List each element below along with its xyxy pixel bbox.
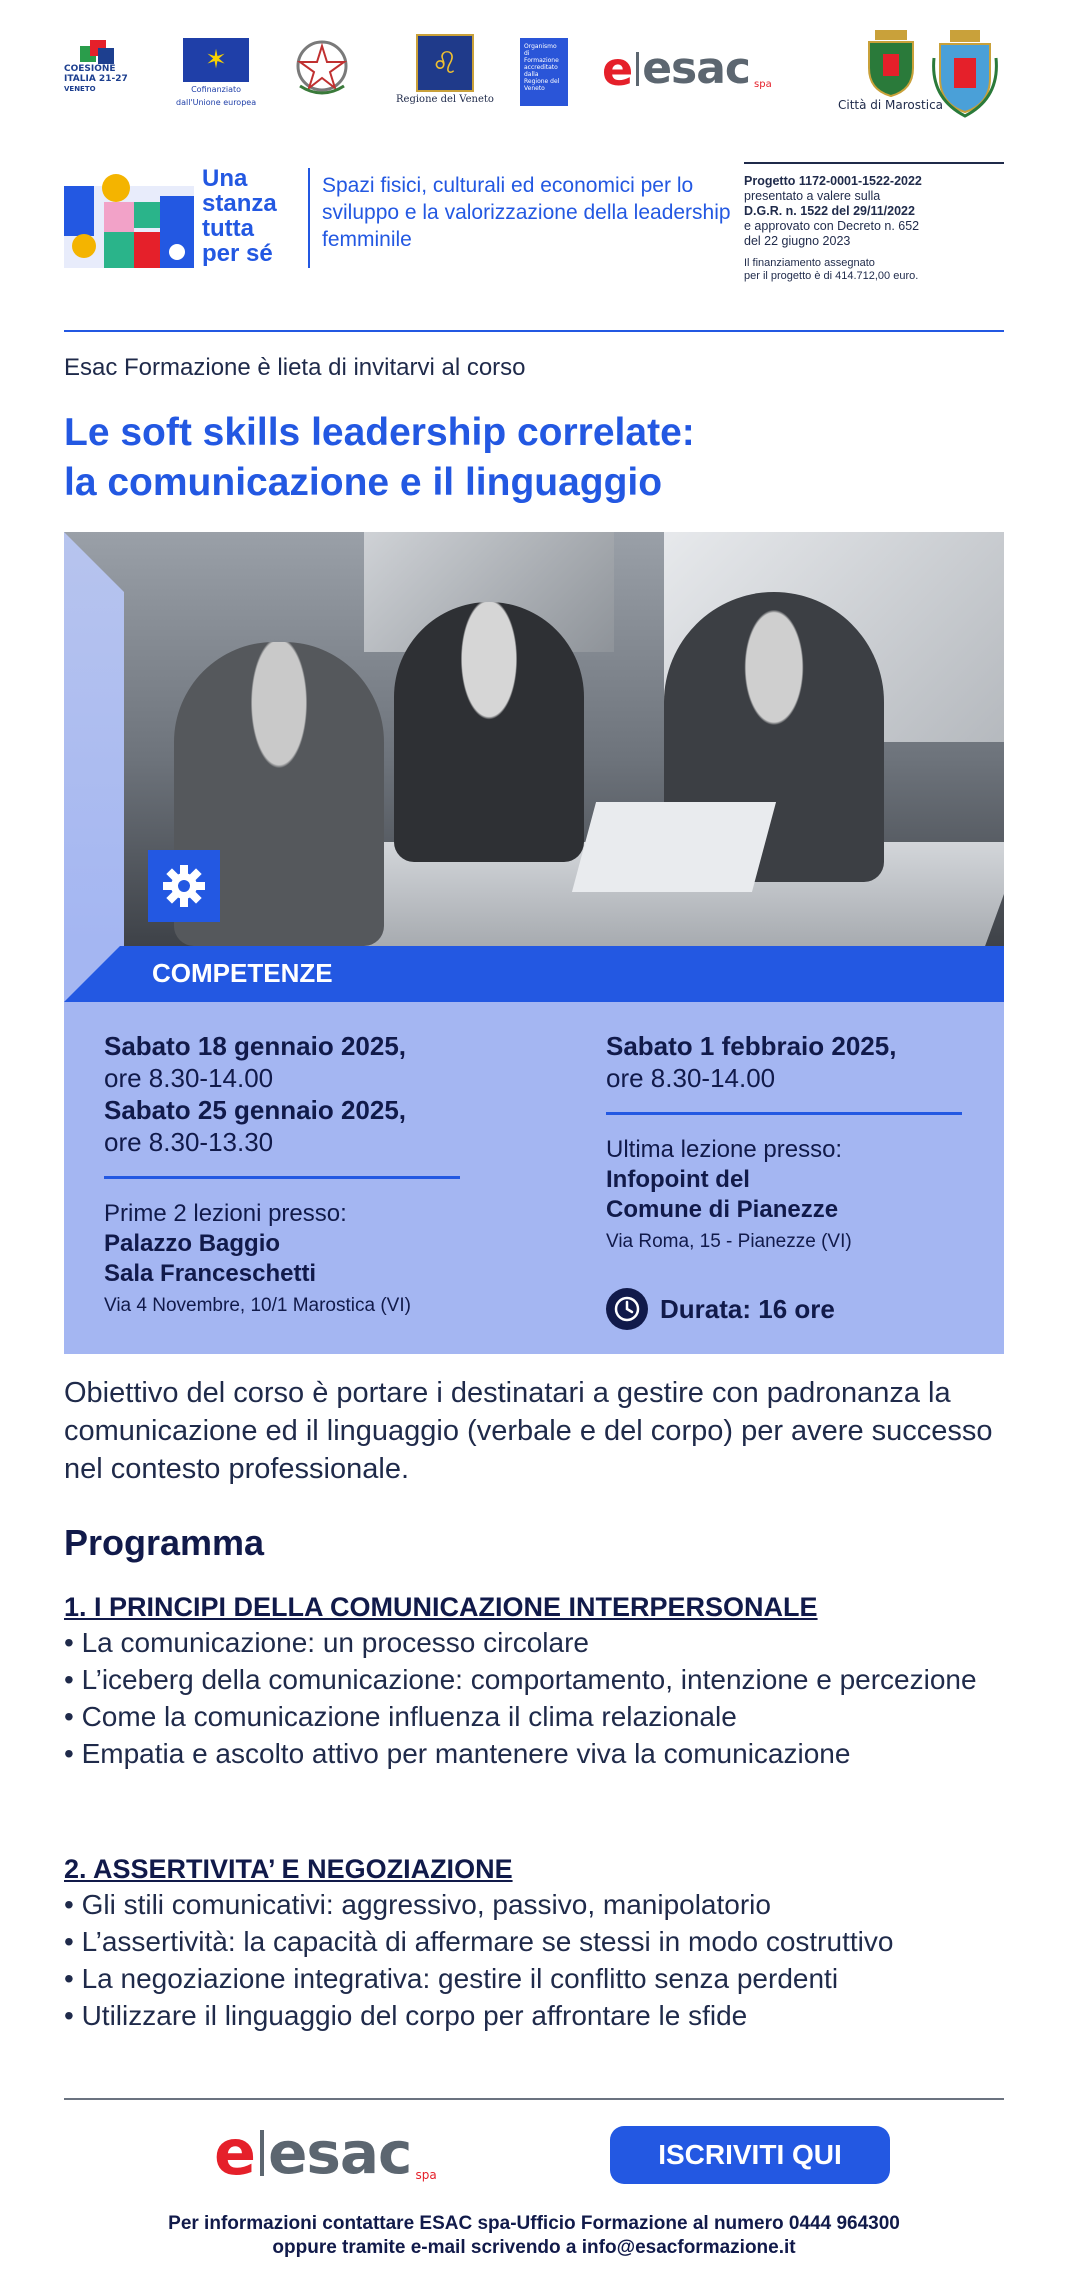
esac-e: e: [602, 42, 634, 96]
project-header: [64, 162, 1004, 312]
project-tagline: Spazi fisici, culturali ed economici per lo sviluppo e la valorizzazione della leadership femminile: [322, 174, 731, 251]
brand-line1: Una: [202, 165, 248, 192]
info-line4: e approvato con Decreto n. 652: [744, 219, 920, 233]
info-dgr: D.G.R. n. 1522 del 29/11/2022: [744, 204, 915, 218]
date-1: Sabato 18 gennaio 2025,: [104, 1031, 407, 1061]
esac-bottom-e: e: [214, 2116, 257, 2189]
coesione-line1: COESIONE: [64, 64, 116, 74]
project-brand: [202, 166, 277, 266]
coesione-mark-icon: [76, 36, 116, 64]
esac-bottom-spa: spa: [415, 2168, 437, 2182]
list-item: • La comunicazione: un processo circolare: [64, 1627, 589, 1658]
organismo-formazione-logo: [520, 38, 568, 106]
marostica-caption: Città di Marostica: [838, 98, 944, 112]
list-item: • Gli stili comunicativi: aggressivo, passivo, manipolatorio: [64, 1889, 771, 1920]
footer-line1: Per informazioni contattare ESAC spa-Ufficio Formazione al numero 0444 964300: [168, 2213, 900, 2234]
brand-line3: tutta: [202, 215, 254, 242]
list-item: • Utilizzare il linguaggio del corpo per affrontare le sfide: [64, 2000, 748, 2031]
date-2: Sabato 25 gennaio 2025,: [104, 1095, 407, 1125]
footer-rule: [64, 2098, 1004, 2100]
location-1-name1: Palazzo Baggio: [104, 1230, 281, 1257]
location-1-label: Prime 2 lezioni presso:: [104, 1200, 347, 1227]
eu-caption-2: dall'Unione europea: [176, 98, 257, 107]
italian-emblem-icon: [292, 36, 352, 100]
coesione-italia-logo: [64, 36, 128, 94]
list-item: • L’iceberg della comunicazione: comportamento, intenzione e percezione: [64, 1664, 977, 1695]
partner-logos: [64, 28, 1004, 118]
duration-label: Durata: 16 ore: [660, 1293, 835, 1324]
time-2: ore 8.30-13.30: [104, 1127, 274, 1157]
intro-text: Esac Formazione è lieta di invitarvi al corso: [64, 354, 526, 381]
header-rule: [64, 330, 1004, 332]
category-label: COMPETENZE: [152, 958, 333, 988]
time-1: ore 8.30-14.00: [104, 1063, 274, 1093]
brand-line4: per sé: [202, 240, 273, 267]
coesione-line2: ITALIA 21-27: [64, 74, 128, 84]
comune-crest-icon: [930, 28, 1000, 118]
programme-title: Programma: [64, 1522, 265, 1563]
organismo-text: Organismo di Formazione accreditato dalla Regione del Veneto: [520, 38, 568, 106]
header-divider: [308, 168, 310, 268]
duration: [606, 1288, 835, 1330]
lion-icon: ♌: [416, 34, 474, 92]
list-item: • Come la comunicazione influenza il clima relazionale: [64, 1701, 737, 1732]
section-2-heading: 2. ASSERTIVITA’ E NEGOZIAZIONE: [64, 1854, 513, 1884]
location-1-address: Via 4 Novembre, 10/1 Marostica (VI): [104, 1295, 411, 1316]
brand-line2: stanza: [202, 190, 277, 217]
info-fin2: per il progetto è di 414.712,00 euro.: [744, 270, 919, 282]
location-2-name1: Infopoint del: [606, 1166, 750, 1193]
info-fin1: Il finanziamento assegnato: [744, 257, 875, 269]
esac-bottom-rest: esac: [268, 2119, 412, 2187]
esac-logo-bottom: [214, 2116, 437, 2189]
course-title: [64, 408, 1004, 508]
subscribe-button[interactable]: ISCRIVITI QUI: [610, 2126, 890, 2184]
title-line2: la comunicazione e il linguaggio: [64, 461, 663, 504]
coesione-line3: VENETO: [64, 85, 96, 93]
regione-veneto-logo: [396, 34, 494, 105]
programme-section-1: [64, 1590, 1014, 1772]
marostica-crest-icon: [863, 28, 919, 98]
schedule-panel: [64, 1002, 1004, 1354]
project-code: Progetto 1172-0001-1522-2022: [744, 174, 922, 188]
project-artwork-icon: [64, 166, 194, 268]
project-info: [744, 162, 1004, 283]
eu-caption-1: Cofinanziato: [191, 85, 242, 94]
location-2-name2: Comune di Pianezze: [606, 1196, 839, 1223]
category-bar: [64, 946, 1004, 1002]
comune-crest-logo: [930, 28, 1000, 118]
eu-flag-icon: ✶: [183, 38, 249, 82]
info-line5: del 22 giugno 2023: [744, 234, 851, 248]
esac-spa: spa: [754, 79, 772, 90]
contact-footer: [64, 2212, 1004, 2260]
list-item: • La negoziazione integrativa: gestire il conflitto senza perdenti: [64, 1963, 839, 1994]
competence-badge: [148, 850, 220, 922]
gear-icon: [161, 863, 207, 909]
list-item: • Empatia e ascolto attivo per mantenere viva la comunicazione: [64, 1738, 851, 1769]
objective-text: Obiettivo del corso è portare i destinatari a gestire con padronanza la comunicazione ed il linguaggio (verbale e del corpo) per avere successo nel contesto professionale.: [64, 1377, 993, 1485]
veneto-caption: Regione del Veneto: [396, 94, 494, 105]
list-item: • L’assertività: la capacità di affermare se stessi in modo costruttivo: [64, 1926, 894, 1957]
esac-logo-top: [602, 42, 772, 96]
italian-emblem-logo: [292, 36, 352, 100]
location-1-name2: Sala Franceschetti: [104, 1260, 317, 1287]
programme-section-2: [64, 1852, 1014, 2034]
schedule-col-1: [104, 1030, 464, 1319]
info-line2: presentato a valere sulla: [744, 189, 881, 203]
date-3: Sabato 1 febbraio 2025,: [606, 1031, 897, 1061]
section-1-heading: 1. I PRINCIPI DELLA COMUNICAZIONE INTERPERSONALE: [64, 1592, 818, 1622]
location-2-label: Ultima lezione presso:: [606, 1136, 843, 1163]
eu-cofinanced-logo: [176, 38, 256, 108]
citta-marostica-logo: [838, 28, 943, 111]
title-line1: Le soft skills leadership correlate:: [64, 411, 695, 454]
schedule-col-2: [606, 1030, 966, 1255]
location-2-address: Via Roma, 15 - Pianezze (VI): [606, 1231, 852, 1252]
clock-icon: [606, 1288, 648, 1330]
esac-rest: esac: [642, 43, 751, 94]
time-3: ore 8.30-14.00: [606, 1063, 776, 1093]
footer-email-line[interactable]: oppure tramite e-mail scrivendo a info@esacformazione.it: [272, 2237, 796, 2258]
